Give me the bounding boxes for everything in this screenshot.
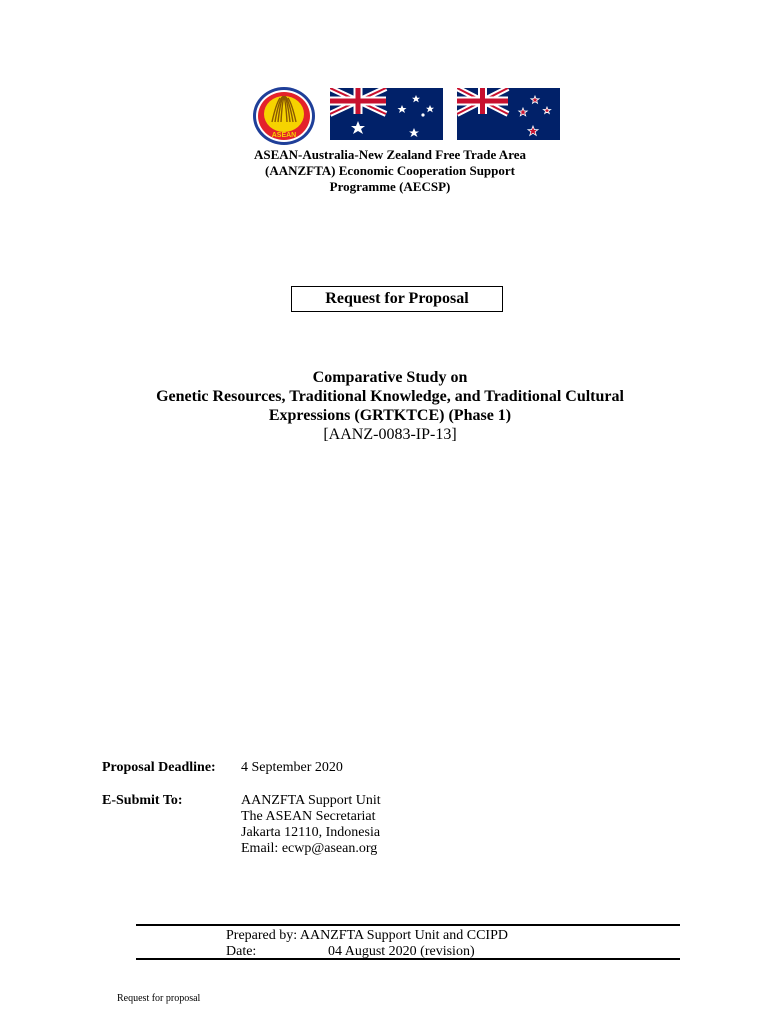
- study-title-line: Comparative Study on: [312, 369, 468, 386]
- divider-bottom: [136, 958, 680, 960]
- org-title-line: ASEAN-Australia-New Zealand Free Trade Area: [253, 147, 527, 162]
- study-title-line: Expressions (GRTKTCE) (Phase 1): [268, 407, 512, 424]
- email-line: Email: ecwp@asean.org: [241, 841, 378, 856]
- study-title: [0, 368, 770, 444]
- new-zealand-flag-icon: [457, 88, 560, 140]
- address-line: AANZFTA Support Unit: [241, 793, 381, 808]
- project-code: [AANZ-0083-IP-13]: [323, 426, 457, 443]
- asean-emblem-icon: [252, 86, 316, 146]
- organization-title: [0, 147, 770, 195]
- submit-address: [241, 793, 381, 857]
- document-type-box: Request for Proposal: [291, 286, 503, 312]
- logo-row: [0, 86, 770, 146]
- org-title-line: Programme (AECSP): [329, 179, 451, 194]
- submit-label: E-Submit To:: [102, 793, 183, 808]
- address-line: Jakarta 12110, Indonesia: [241, 825, 381, 840]
- date-label: Date:: [226, 944, 257, 959]
- prepared-by: Prepared by: AANZFTA Support Unit and CCIPD: [226, 928, 508, 943]
- page-footer: Request for proposal: [117, 993, 201, 1004]
- divider-top: [136, 924, 680, 926]
- deadline-label: Proposal Deadline:: [102, 760, 216, 775]
- address-line: The ASEAN Secretariat: [241, 809, 376, 824]
- svg-text:ASEAN: ASEAN: [271, 132, 297, 139]
- org-title-line: (AANZFTA) Economic Cooperation Support: [264, 163, 515, 178]
- prepared-block: [226, 928, 508, 960]
- deadline-value: 4 September 2020: [241, 760, 343, 775]
- australia-flag-icon: [330, 88, 443, 140]
- date-value: 04 August 2020 (revision): [328, 944, 475, 959]
- study-title-line: Genetic Resources, Traditional Knowledge, and Traditional Cultural: [156, 388, 624, 405]
